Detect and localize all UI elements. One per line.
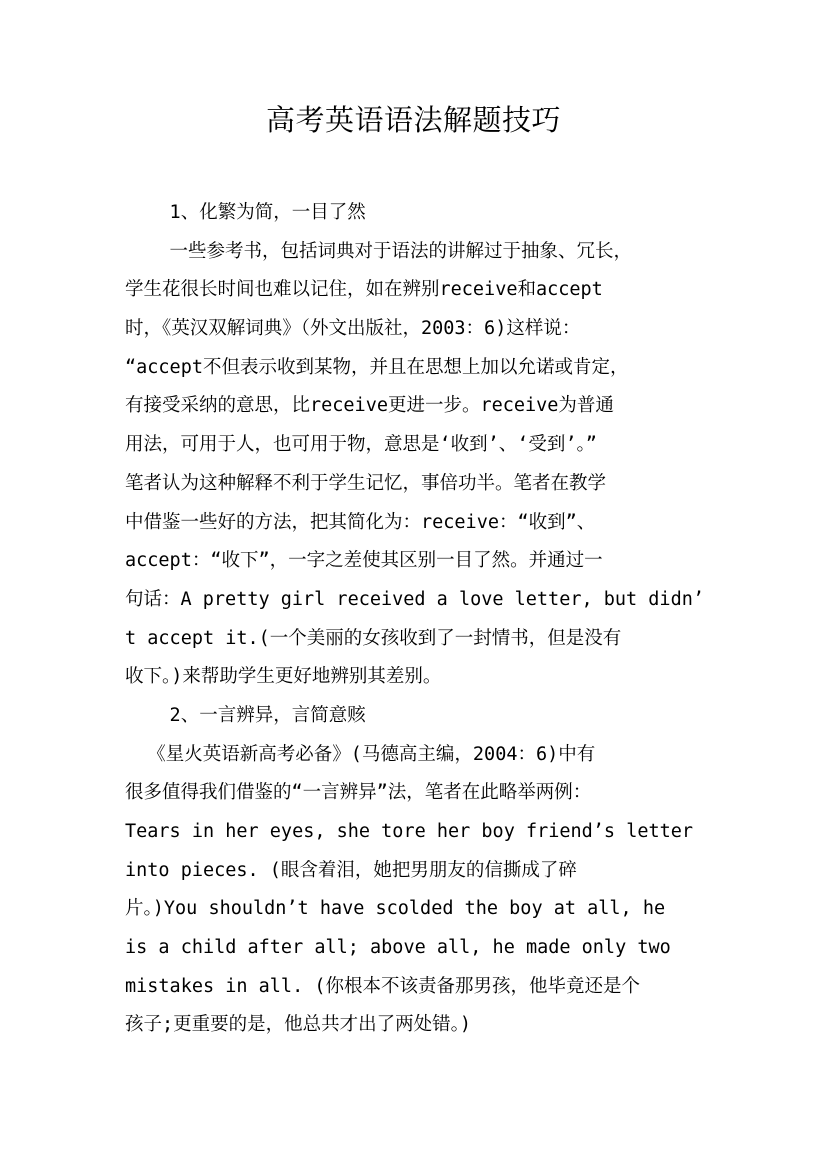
paragraph-line: 孩子;更重要的是，他总共才出了两处错。) bbox=[125, 1014, 472, 1036]
paragraph-line: accept：“收下”，一字之差使其区别一目了然。并通过一 bbox=[125, 550, 603, 572]
document-body bbox=[125, 194, 705, 1045]
paragraph-line: 《星火英语新高考必备》(马德高主编，2004：6)中有 bbox=[125, 743, 596, 765]
paragraph-line: 中借鉴一些好的方法，把其简化为：receive：“收到”、 bbox=[125, 511, 596, 533]
paragraph-line: t accept it.(一个美丽的女孩收到了一封情书，但是没有 bbox=[125, 627, 622, 649]
paragraph-line: mistakes in all. (你根本不该责备那男孩，他毕竟还是个 bbox=[125, 975, 640, 997]
section-heading-2: 2、一言辨异，言简意赅 bbox=[125, 704, 366, 726]
paragraph-line: into pieces. (眼含着泪，她把男朋友的信撕成了碎 bbox=[125, 859, 577, 881]
paragraph-line: 收下。)来帮助学生更好地辨别其差别。 bbox=[125, 666, 442, 688]
section-heading-1: 1、化繁为简，一目了然 bbox=[125, 202, 366, 223]
paragraph-line: “accept不但表示收到某物，并且在思想上加以允诺或肯定， bbox=[125, 356, 629, 378]
paragraph-line: 时，《英汉双解词典》（外文出版社，2003：6)这样说： bbox=[125, 318, 581, 340]
paragraph-line: 笔者认为这种解释不利于学生记忆，事倍功半。笔者在教学 bbox=[125, 472, 607, 494]
page-title: 高考英语语法解题技巧 bbox=[265, 103, 561, 137]
paragraph-line: 片。)You shouldn’t have scolded the boy at all, he bbox=[125, 898, 666, 920]
paragraph-line: 一些参考书，包括词典对于语法的讲解过于抽象、冗长， bbox=[125, 240, 633, 262]
paragraph-line: 有接受采纳的意思，比receive更进一步。receive为普通 bbox=[125, 395, 614, 417]
paragraph-line: 用法，可用于人，也可用于物，意思是‘收到’、‘受到’。” bbox=[125, 434, 597, 456]
paragraph-line: 很多值得我们借鉴的“一言辨异”法，笔者在此略举两例： bbox=[125, 782, 592, 804]
paragraph-line: 学生花很长时间也难以记住，如在辨别receive和accept bbox=[125, 279, 603, 301]
paragraph-line: Tears in her eyes, she tore her boy friend’s letter bbox=[125, 821, 694, 842]
paragraph-line: 句话：A pretty girl received a love letter, but didn’ bbox=[125, 588, 704, 610]
paragraph-line: is a child after all; above all, he made only two bbox=[125, 937, 671, 959]
